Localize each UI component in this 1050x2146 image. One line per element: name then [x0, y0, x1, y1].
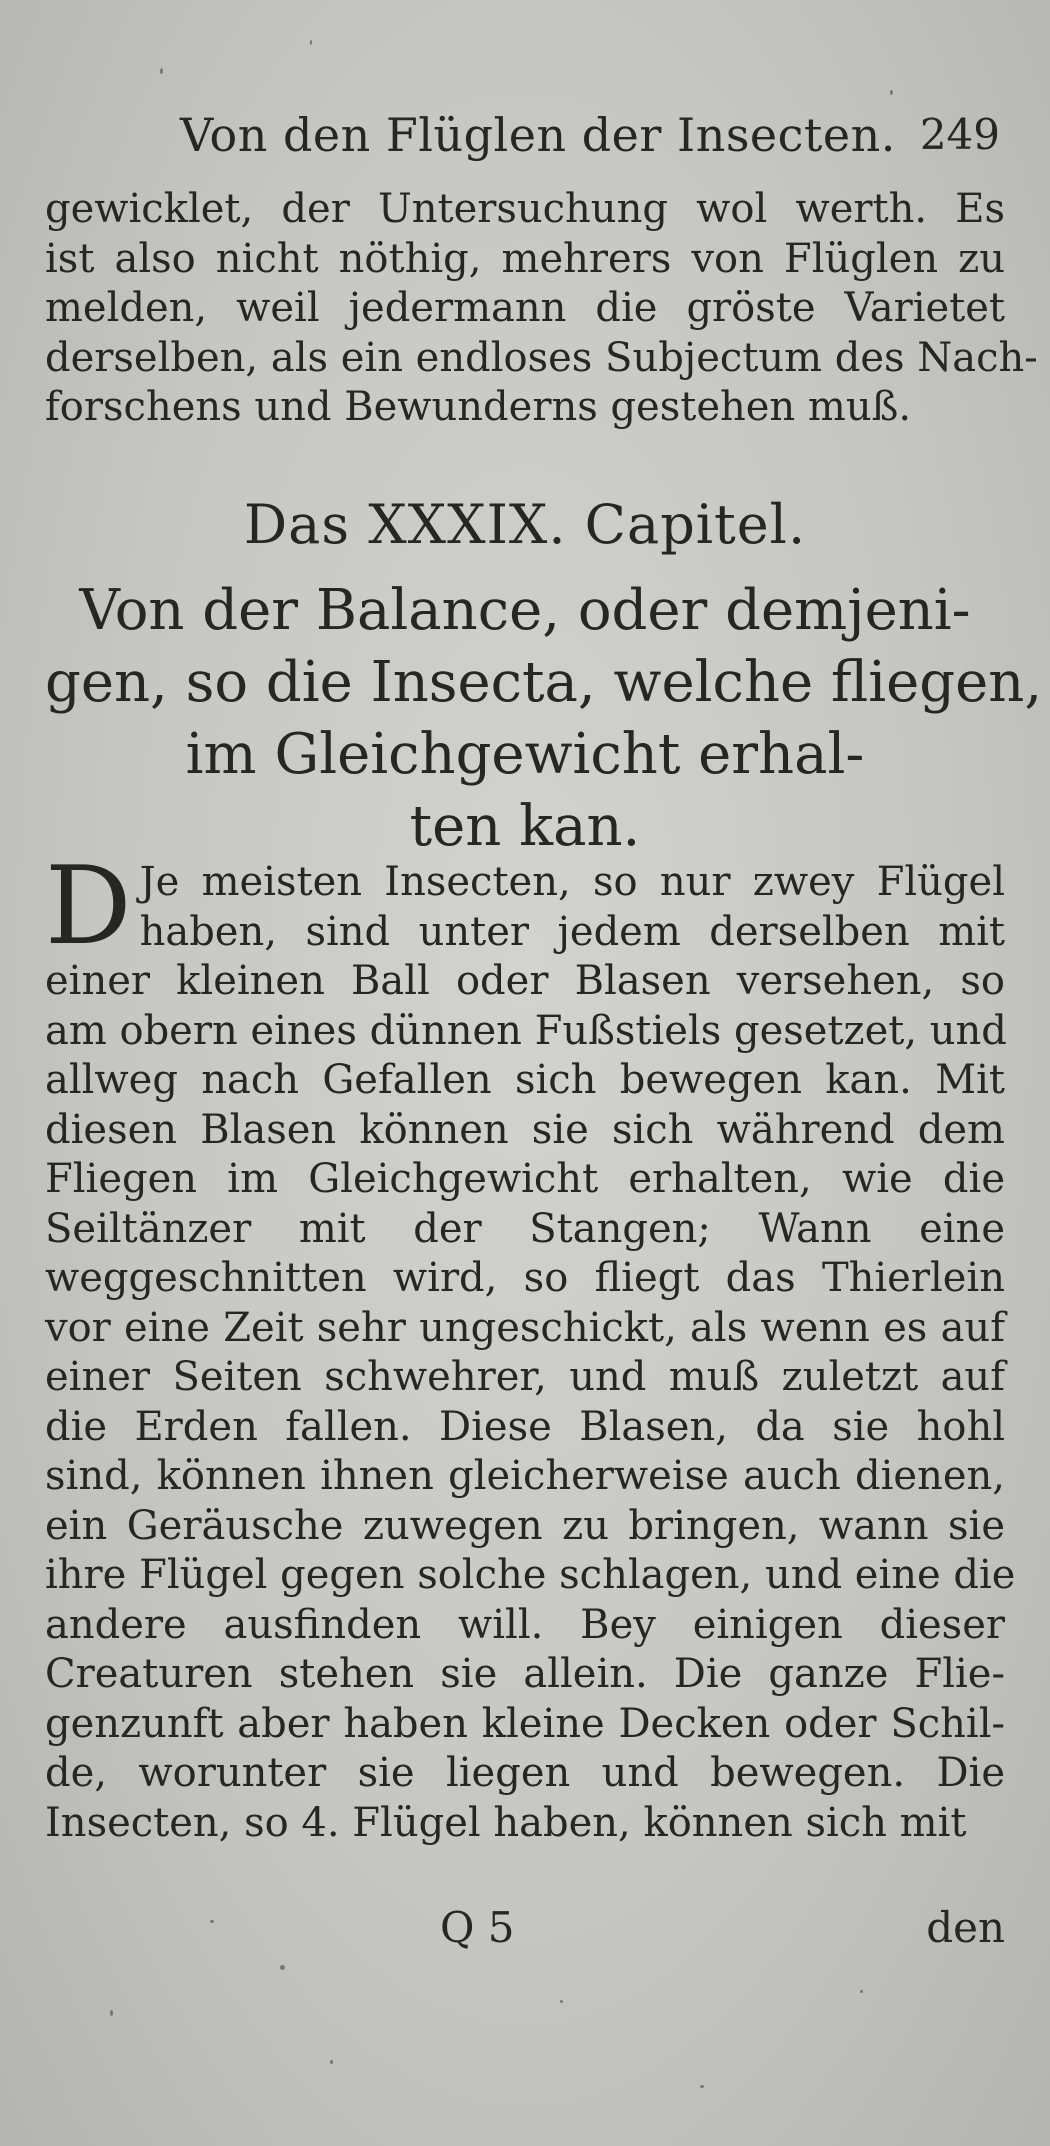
page-number: 249	[919, 110, 1000, 159]
paper-speck	[160, 68, 163, 74]
text-line: einer Seiten schwehrer, und muß zuletzt auf	[45, 1354, 1005, 1400]
text-line: ihre Flügel gegen solche schlagen, und eine die	[45, 1552, 1016, 1598]
paper-speck	[210, 1920, 214, 1923]
text-line: gewicklet, der Untersuchung wol werth. Es	[45, 186, 1005, 232]
text-line: de, worunter sie liegen und bewegen. Die	[45, 1750, 1005, 1796]
text-line: weggeschnitten wird, so fliegt das Thierlein	[45, 1255, 1005, 1301]
text-line: vor eine Zeit sehr ungeschickt, als wenn es auf	[45, 1304, 1005, 1351]
subtitle-line: gen, so die Insecta, welche fliegen,	[45, 650, 1043, 715]
text-line: die Erden fallen. Diese Blasen, da sie hohl	[45, 1403, 1005, 1450]
paper-speck	[310, 40, 312, 45]
text-line: derselben, als ein endloses Subjectum des Nach-	[45, 334, 1038, 381]
running-head	[150, 100, 1010, 170]
drop-capital: D	[45, 844, 132, 969]
paper-speck	[700, 2085, 704, 2088]
text-line: allweg nach Gefallen sich bewegen kan. Mit	[45, 1057, 1005, 1103]
text-line: ein Geräusche zuwegen zu bringen, wann sie	[45, 1502, 1005, 1549]
paper-speck	[330, 2060, 333, 2064]
subtitle-line: ten kan.	[409, 794, 641, 859]
text-line: ist also nicht nöthig, mehrers von Flüglen zu	[45, 235, 1005, 282]
text-line: melden, weil jedermann die gröste Varietet	[45, 285, 1005, 331]
text-line: Seiltänzer mit der Stangen; Wann eine	[45, 1205, 1005, 1252]
paper-speck	[280, 1965, 285, 1970]
signature-mark: Q 5	[440, 1903, 515, 1952]
paper-speck	[560, 2000, 563, 2003]
text-line: forschens und Bewunderns gestehen muß.	[45, 384, 912, 430]
text-line: Creaturen stehen sie allein. Die ganze Flie-	[45, 1651, 1005, 1697]
paper-speck	[890, 90, 893, 95]
text-line: Fliegen im Gleichgewicht erhalten, wie die	[45, 1156, 1005, 1202]
text-line: andere ausfinden will. Bey einigen dieser	[45, 1601, 1005, 1648]
text-line: am obern eines dünnen Fußstiels gesetzet, und	[45, 1007, 1007, 1054]
intro-paragraph	[45, 185, 1038, 433]
catchword: den	[926, 1903, 1005, 1952]
paper-speck	[110, 2010, 113, 2016]
body-paragraph	[45, 844, 1016, 1848]
text-line: Insecten, so 4. Flügel haben, können sich mit	[45, 1799, 967, 1846]
text-line: genzunft aber haben kleine Decken oder Schil-	[45, 1700, 1005, 1747]
subtitle-line: im Gleichgewicht erhal-	[185, 722, 865, 787]
text-line: Je meisten Insecten, so nur zwey Flügel	[139, 859, 1005, 905]
paper-speck	[860, 1990, 863, 1993]
subtitle-line: Von der Balance, oder demjeni-	[79, 578, 971, 643]
text-line: sind, können ihnen gleicherweise auch dienen,	[45, 1453, 1005, 1499]
chapter-subtitle	[45, 575, 1043, 863]
text-line: haben, sind unter jedem derselben mit	[139, 908, 1005, 955]
text-line: einer kleinen Ball oder Blasen versehen, so	[45, 958, 1005, 1004]
running-title: Von den Flüglen der Insecten.	[180, 108, 896, 162]
chapter-heading: Das XXXIX. Capitel.	[243, 493, 807, 556]
text-line: diesen Blasen können sie sich während dem	[45, 1106, 1005, 1153]
